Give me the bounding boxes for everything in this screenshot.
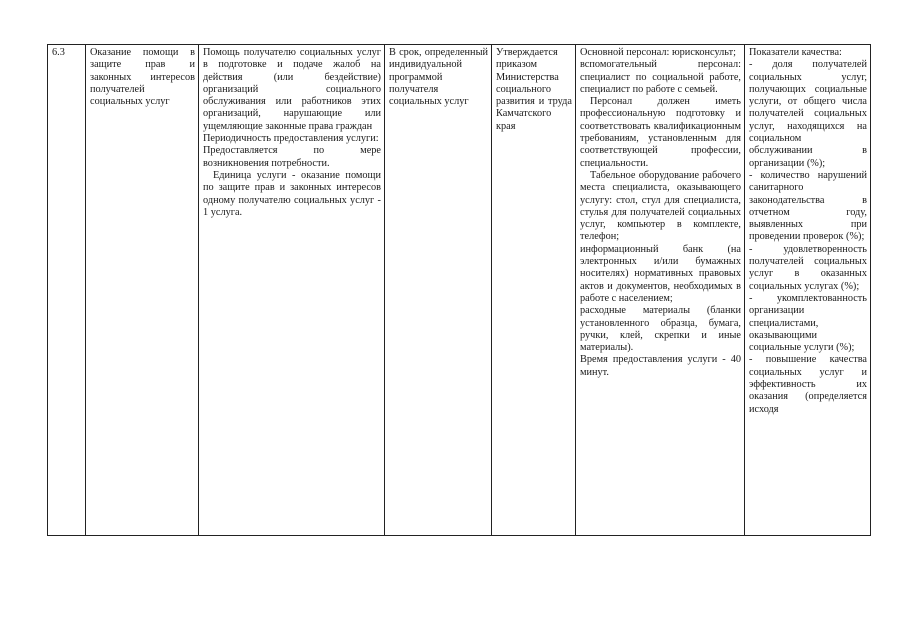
main-staff: Основной персонал: юрисконсульт; bbox=[580, 47, 736, 58]
conditions-cell bbox=[576, 45, 745, 536]
quality-cell bbox=[745, 45, 871, 536]
quality-indicator: - количество нарушений санитарного законодательства в отчетном году, выявленных при проведении проверок (%); bbox=[749, 169, 867, 243]
quality-indicator: - укомплектованность организации специалистами, оказывающими социальные услуги (%); bbox=[749, 292, 867, 354]
services-table bbox=[47, 44, 871, 536]
consumables: расходные материалы (бланки установленного образца, бумага, ручки, клей, скрепки и иные материалы). bbox=[580, 305, 741, 354]
periodicity-label: Периодичность предоставления услуги: bbox=[203, 133, 379, 145]
description-text: Помощь получателю социальных услуг в подготовке и подаче жалоб на действия (или бездействие) организаций социального обслуживания или работников этих организаций, нарушающие или ущемляющие законные права граждан bbox=[203, 47, 381, 132]
approval-text: Утверждается приказом Министерства социального развития и труда Камчатского края bbox=[496, 47, 572, 132]
quality-title: Показатели качества: bbox=[749, 47, 842, 58]
service-name-cell bbox=[86, 45, 199, 536]
staff-requirements: Персонал должен иметь профессиональную подготовку и соответствовать квалификационным требованиям, установленным для соответствующей профессии, специальности. bbox=[580, 96, 741, 169]
quality-indicator: - доля получателей социальных услуг, получающих социальные услуги, от общего числа получателей социальных услуг, находящихся на социальном обслуживании в организации (%); bbox=[749, 59, 867, 169]
service-name: Оказание помощи в защите прав и законных интересов получателей социальных услуг bbox=[90, 47, 195, 108]
term-text: В срок, определенный индивидуальной программой получателя социальных услуг bbox=[389, 47, 488, 108]
info-bank: информационный банк (на электронных и/или бумажных носителях) нормативных правовых актов и документов, необходимых в работе с населением; bbox=[580, 243, 741, 304]
row-number: 6.3 bbox=[52, 47, 65, 58]
term-cell bbox=[385, 45, 492, 536]
table-row bbox=[48, 45, 871, 536]
row-number-cell bbox=[48, 45, 86, 536]
quality-indicator: - повышение качества социальных услуг и эффективность их оказания (определяется исходя bbox=[749, 354, 867, 415]
service-time: Время предоставления услуги - 40 минут. bbox=[580, 354, 741, 378]
periodicity-value: Предоставляется по мере возникновения потребности. bbox=[203, 145, 381, 169]
service-unit: Единица услуги - оказание помощи по защите прав и законных интересов одному получателю социальных услуг - 1 услуга. bbox=[203, 169, 381, 218]
quality-indicator: - удовлетворенность получателей социальных услуг в оказанных социальных услугах (%); bbox=[749, 243, 867, 292]
equipment: Табельное оборудование рабочего места специалиста, оказывающего услугу: стол, стул для специалиста, стулья для получателей социальных услуг, компьютер в комплекте, телефон; bbox=[580, 169, 741, 243]
approval-cell bbox=[492, 45, 576, 536]
support-staff: вспомогательный персонал: специалист по социальной работе, специалист по работе с семьей. bbox=[580, 59, 741, 95]
description-cell bbox=[199, 45, 385, 536]
